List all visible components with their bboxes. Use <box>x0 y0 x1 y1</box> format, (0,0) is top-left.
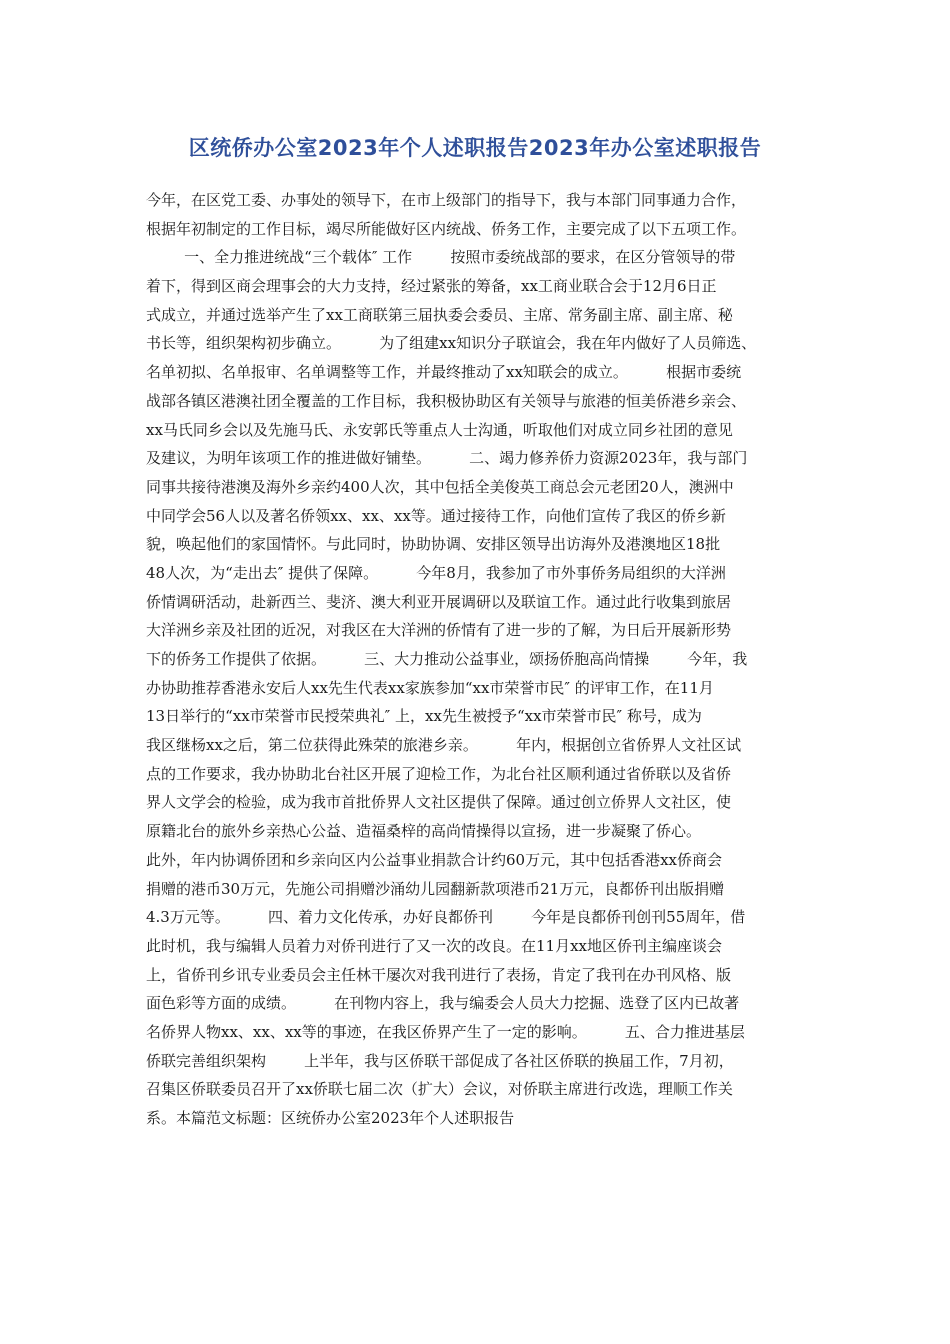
body-text-line: 同事共接待港澳及海外乡亲约400人次，其中包括全美俊英工商总会元老团20人，澳洲中 <box>146 477 734 496</box>
body-text-line: 48人次，为“走出去″ 提供了保障。 今年8月，我参加了市外事侨务局组织的大洋洲 <box>146 563 726 582</box>
body-text-line: 大洋洲乡亲及社团的近况，对我区在大洋洲的侨情有了进一步的了解，为日后开展新形势 <box>146 621 732 640</box>
body-text-line: 侨情调研活动，赴新西兰、斐济、澳大利亚开展调研以及联谊工作。通过此行收集到旅居 <box>146 592 732 611</box>
body-text-line: 书长等，组织架构初步确立。 为了组建xx知识分子联谊会，我在年内做好了人员筛选、 <box>146 334 757 353</box>
document-title: 区统侨办公室2023年个人述职报告2023年办公室述职报告 <box>188 136 762 160</box>
body-text-line: 今年，在区党工委、办事处的领导下，在市上级部门的指导下，我与本部门同事通力合作， <box>146 191 747 209</box>
body-text-line: 侨联完善组织架构 上半年，我与区侨联干部促成了各社区侨联的换届工作，7月初， <box>146 1051 734 1070</box>
body-text-line: 我区继杨xx之后，第二位获得此殊荣的旅港乡亲。 年内，根据创立省侨界人文社区试 <box>146 736 742 755</box>
body-text-line: 下的侨务工作提供了依据。 三、大力推动公益事业，颂扬侨胞高尚情操 今年，我 <box>146 650 748 668</box>
body-text-line: 及建议，为明年该项工作的推进做好铺垫。 二、竭力修养侨力资源2023年，我与部门 <box>146 449 748 468</box>
body-text-line: 面色彩等方面的成绩。 在刊物内容上，我与编委会人员大力挖掘、选登了区内已故著 <box>146 994 740 1013</box>
document-body <box>146 186 806 1133</box>
body-text-line: 界人文学会的检验，成为我市首批侨界人文社区提供了保障。通过创立侨界人文社区，使 <box>146 793 732 812</box>
body-text-line: 系。本篇范文标题：区统侨办公室2023年个人述职报告 <box>146 1109 515 1127</box>
body-text-line: xx马氏同乡会以及先施马氏、永安郭氏等重点人士沟通，听取他们对成立同乡社团的意见 <box>146 420 733 439</box>
body-text-line: 战部各镇区港澳社团全覆盖的工作目标，我积极协助区有关领导与旅港的恒美侨港乡亲会、 <box>146 391 747 410</box>
body-text-line: 13日举行的“xx市荣誉市民授荣典礼″ 上，xx先生被授予“xx市荣誉市民″ 称号，成为 <box>146 707 702 726</box>
body-text-line: 办协助推荐香港永安后人xx先生代表xx家族参加“xx市荣誉市民″ 的评审工作，在11月 <box>146 678 714 697</box>
body-text-line: 捐赠的港币30万元，先施公司捐赠沙涌幼儿园翻新款项港币21万元，良都侨刊出版捐赠 <box>146 879 725 898</box>
body-text-line: 名单初拟、名单报审、名单调整等工作，并最终推动了xx知联会的成立。 根据市委统 <box>146 363 742 382</box>
body-text-line: 一、全力推进统战“三个载体″ 工作 按照市委统战部的要求，在区分管领导的带 <box>146 248 736 267</box>
body-text-line: 式成立，并通过选举产生了xx工商联第三届执委会委员、主席、常务副主席、副主席、秘 <box>146 305 733 324</box>
body-text-line: 着下，得到区商会理事会的大力支持，经过紧张的筹备，xx工商业联合会于12月6日正 <box>146 277 717 296</box>
body-text-line: 中同学会56人以及著名侨领xx、xx、xx等。通过接待工作，向他们宣传了我区的侨乡新 <box>146 506 726 525</box>
body-text-line: 名侨界人物xx、xx、xx等的事迹，在我区侨界产生了一定的影响。 五、合力推进基层 <box>146 1022 745 1041</box>
body-text-line: 召集区侨联委员召开了xx侨联七届二次（扩大）会议，对侨联主席进行改选，理顺工作关 <box>146 1080 733 1099</box>
body-text-line: 4.3万元等。 四、着力文化传承，办好良都侨刊 今年是良都侨刊创刊55周年，借 <box>146 908 746 927</box>
body-text-line: 上，省侨刊乡讯专业委员会主任林干屡次对我刊进行了表扬，肯定了我刊在办刊风格、版 <box>146 965 732 984</box>
body-text-line: 貌，唤起他们的家国情怀。与此同时，协助协调、安排区领导出访海外及港澳地区18批 <box>146 535 721 554</box>
body-text-line: 点的工作要求，我办协助北台社区开展了迎检工作，为北台社区顺利通过省侨联以及省侨 <box>146 764 732 783</box>
body-text-line: 原籍北台的旅外乡亲热心公益、造福桑梓的高尚情操得以宣扬，进一步凝聚了侨心。 <box>146 822 702 841</box>
body-text-line: 此外，年内协调侨团和乡亲向区内公益事业捐款合计约60万元，其中包括香港xx侨商会 <box>146 850 723 869</box>
body-text-line: 根据年初制定的工作目标，竭尽所能做好区内统战、侨务工作，主要完成了以下五项工作。 <box>146 219 747 238</box>
body-text-line: 此时机，我与编辑人员着力对侨刊进行了又一次的改良。在11月xx地区侨刊主编座谈会 <box>146 936 723 955</box>
